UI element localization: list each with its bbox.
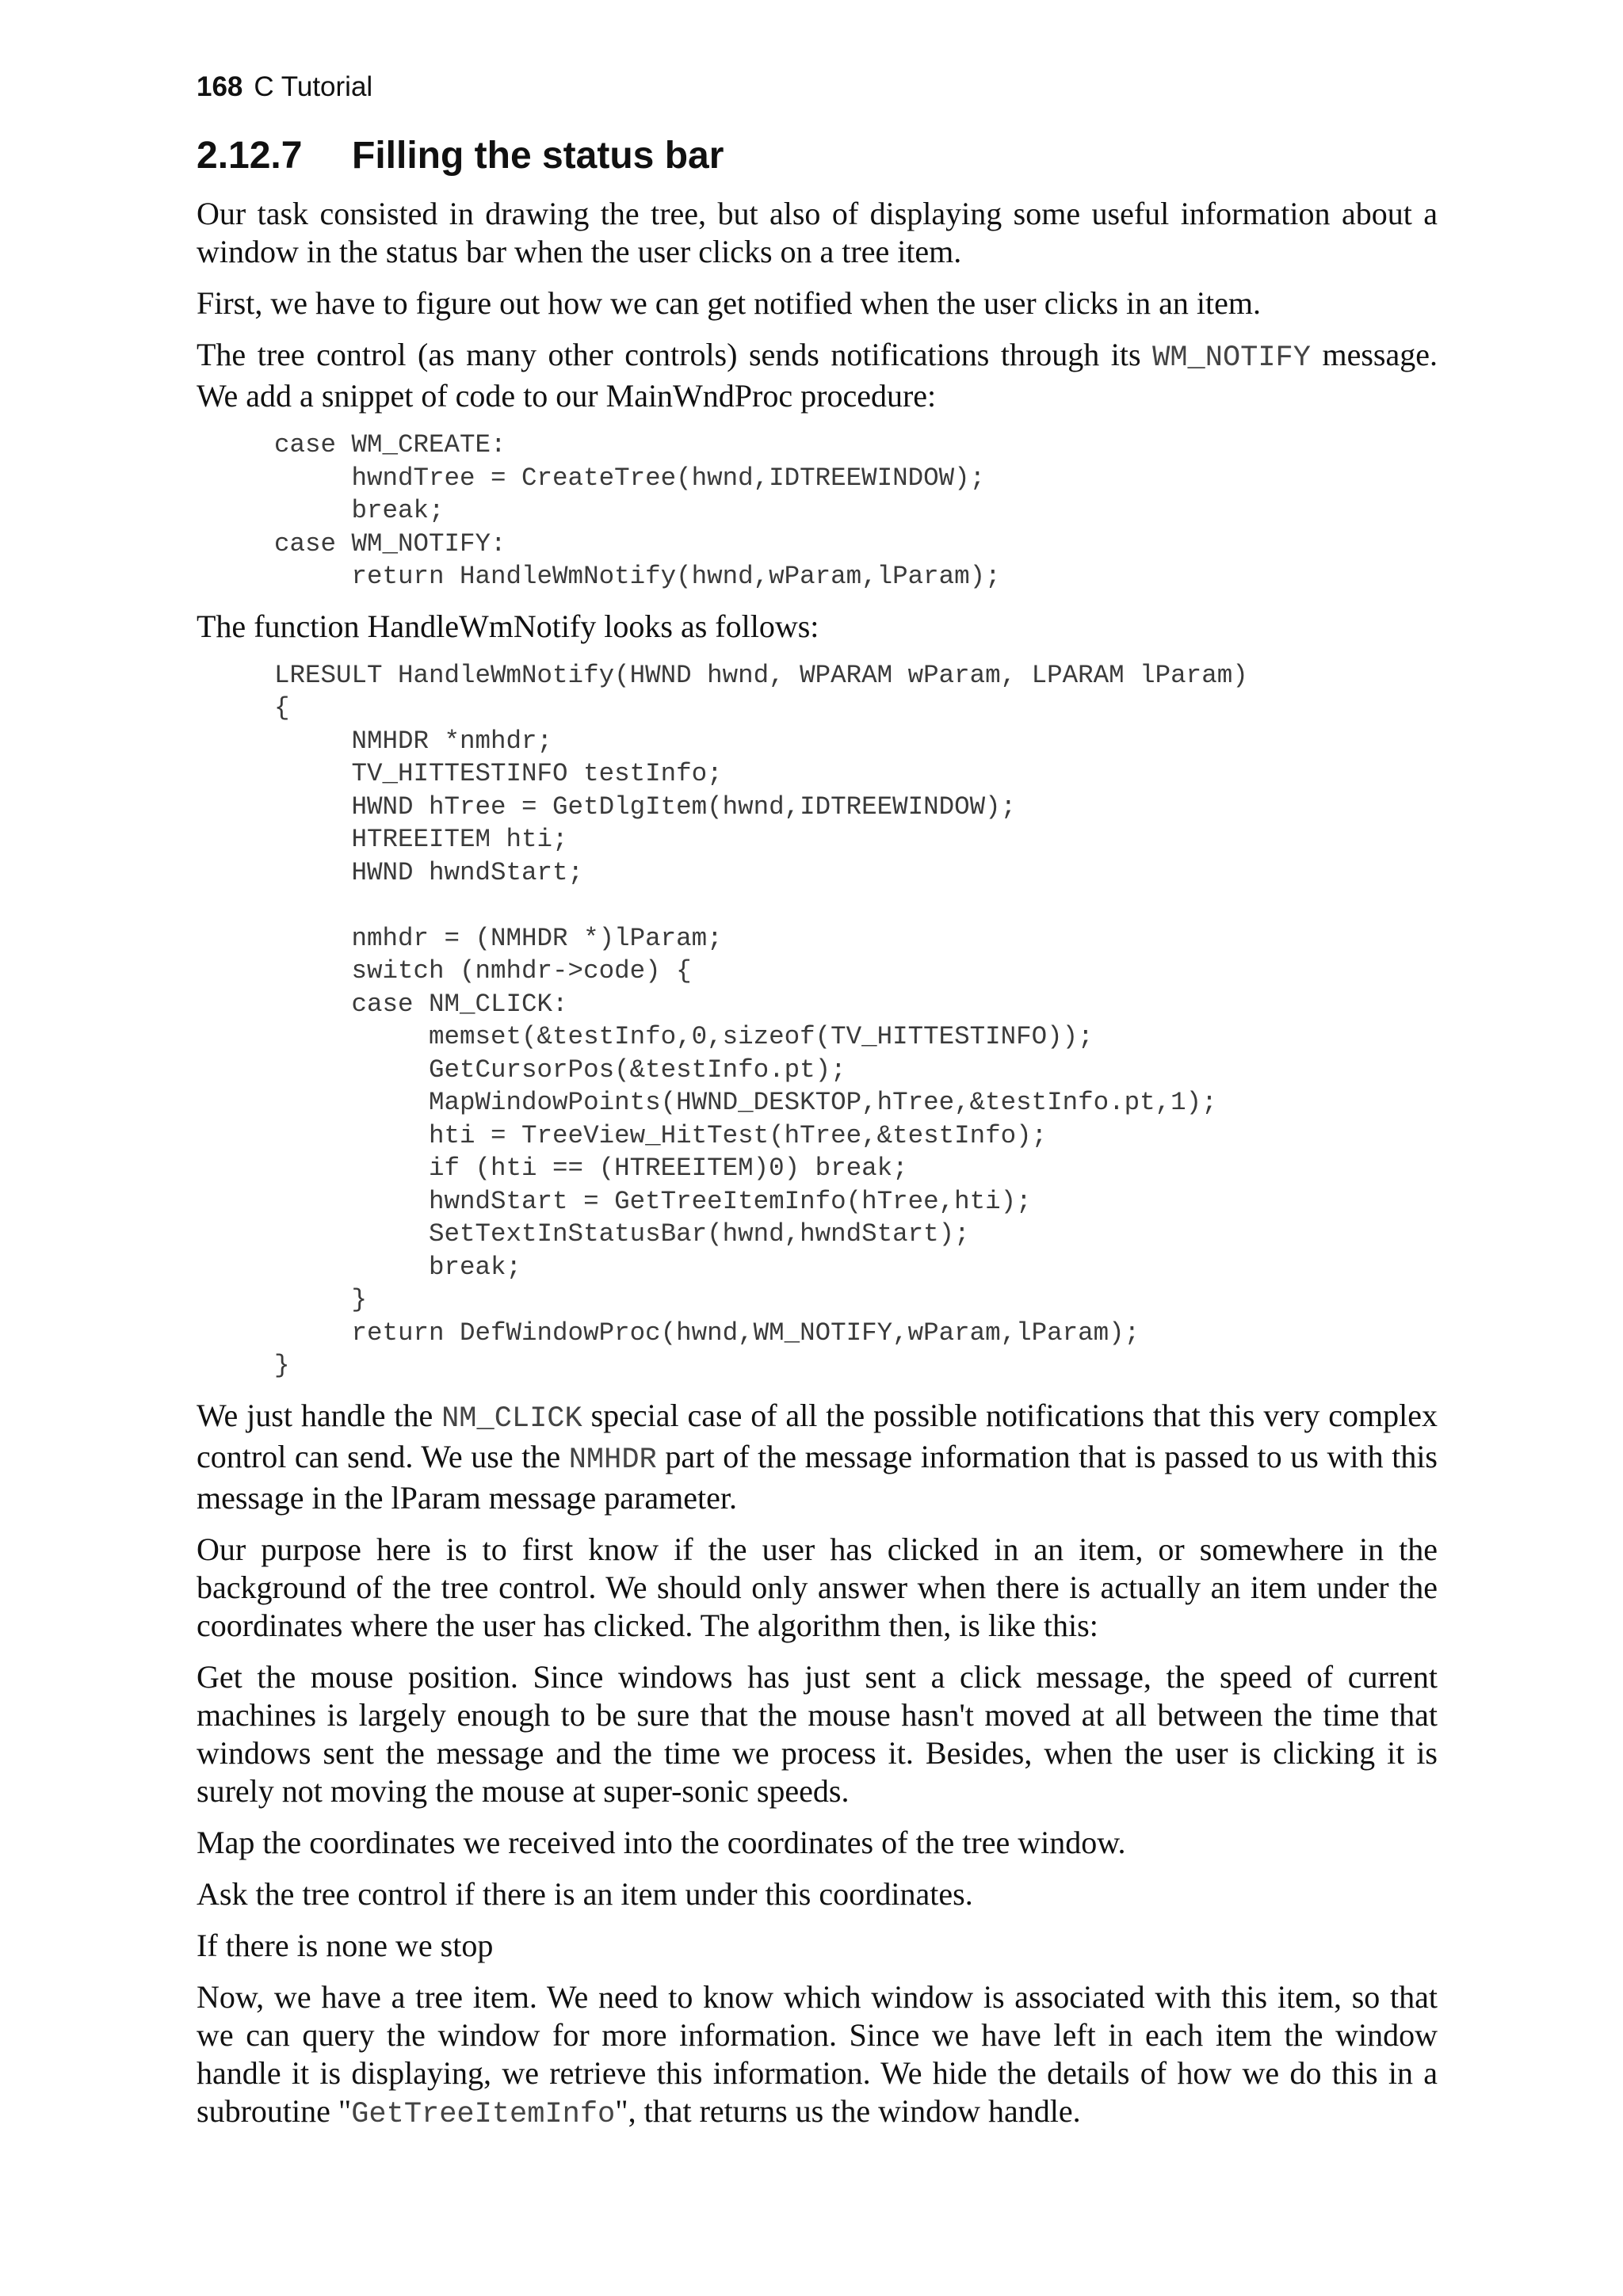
paragraph-6: Our purpose here is to first know if the user has clicked in an item, or somewhere in the background of the tree control. We should only answer when there is actually an item under the coordinates where the user has clicked. The algorithm then, is like this: — [197, 1531, 1438, 1643]
paragraph-5-text-b: special case of all the possible notifications that this very complex control can send. We use the — [197, 1397, 1438, 1474]
inline-code-get-tree-item-info: GetTreeItemInfo — [351, 2097, 616, 2131]
page — [197, 62, 1438, 2147]
paragraph-10: If there is none we stop — [197, 1927, 494, 1963]
paragraph-4: The function HandleWmNotify looks as follows: — [197, 608, 819, 644]
paragraph-5-text-a: We just handle the — [197, 1397, 442, 1433]
paragraph-11-text-a: Now, we have a tree item. We need to know which window is associated with this item, so that we can query the window for more information. Since we have left in each item the window handle it is displaying, we retrieve this information. We hide the details of how we do this in a subroutine " — [197, 1978, 1438, 2129]
paragraph-2: First, we have to figure out how we can get notified when the user clicks in an item. — [197, 285, 1261, 321]
paragraph-5-text-c: part of the message information that is passed to us with this message in the lParam message parameter. — [197, 1438, 1438, 1516]
paragraph-9: Ask the tree control if there is an item under this coordinates. — [197, 1875, 973, 1912]
code-snippet-main-wnd-proc: case WM_CREATE: hwndTree = CreateTree(hwnd,IDTREEWINDOW); break; case WM_NOTIFY: return HandleWmNotify(hwnd,wParam,lParam); — [274, 430, 1001, 591]
section-title: Filling the status bar — [352, 135, 724, 177]
paragraph-5 — [197, 1397, 1438, 1517]
paragraph-3 — [197, 336, 1438, 415]
paragraph-7: Get the mouse position. Since windows has just sent a click message, the speed of current machines is largely enough to be sure that the mouse hasn't moved at all between the time that windows sent the message and the time we process it. Besides, when the user is clicking it is surely not moving the mouse at super-sonic speeds. — [197, 1658, 1438, 1809]
inline-code-wm-notify: WM_NOTIFY — [1152, 341, 1311, 375]
code-snippet-handle-wm-notify: LRESULT HandleWmNotify(HWND hwnd, WPARAM wParam, LPARAM lParam) { NMHDR *nmhdr; TV_HITTESTINFO testInfo; HWND hTree = GetDlgItem(hwnd,IDTREEWINDOW); HTREEITEM hti; HWND hwndStart; nmhdr = (NMHDR *)lParam; switch (nmhdr->code) { case NM_CLICK: memset(&testInfo,0,sizeof(TV_HITTESTINFO)); GetCursorPos(&testInfo.pt); MapWindowPoints(HWND_DESKTOP,hTree,&testInfo.pt,1); hti = TreeView_HitTest(hTree,&testInfo); if (hti == (HTREEITEM)0) break; hwndStart = GetTreeItemInfo(hTree,hti); SetTextInStatusBar(hwnd,hwndStart); break; } return DefWindowProc(hwnd,WM_NOTIFY,wParam,lParam); } — [274, 660, 1248, 1380]
book-title: C Tutorial — [254, 71, 373, 102]
paragraph-11 — [197, 1978, 1438, 2134]
paragraph-1: Our task consisted in drawing the tree, but also of displaying some useful information about a window in the status bar when the user clicks on a tree item. — [197, 196, 1438, 269]
paragraph-3-text-b: message. We add a snippet of code to our MainWndProc procedure: — [197, 337, 1438, 414]
section-heading — [197, 128, 1438, 184]
inline-code-nm-click: NM_CLICK — [441, 1402, 582, 1436]
paragraph-3-text-a: The tree control (as many other controls) sends notifications through its — [197, 337, 1153, 372]
section-number: 2.12.7 — [197, 135, 303, 177]
paragraph-8: Map the coordinates we received into the coordinates of the tree window. — [197, 1824, 1126, 1860]
inline-code-nmhdr: NMHDR — [568, 1443, 657, 1477]
page-number: 168 — [197, 71, 243, 102]
paragraph-11-text-b: ", that returns us the window handle. — [615, 2092, 1081, 2129]
running-head — [197, 62, 1438, 113]
